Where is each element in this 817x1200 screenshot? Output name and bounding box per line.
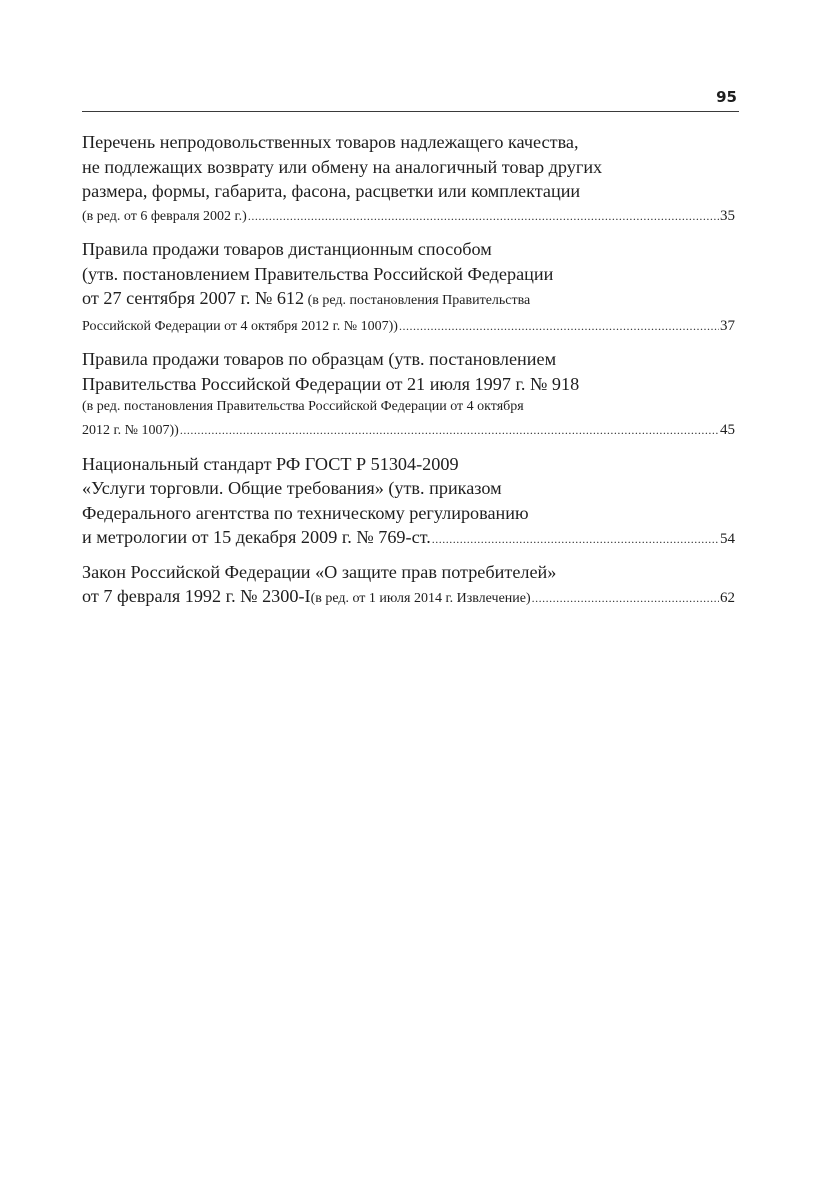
toc-entry-title-line: Национальный стандарт РФ ГОСТ Р 51304-2009 (82, 453, 459, 474)
toc-entry-last-line (82, 418, 735, 444)
toc-entry-title-line: Правила продажи товаров по образцам (утв. постановлением (82, 349, 557, 369)
toc-entry-edition-note: (в ред. от 6 февраля 2002 г.) (82, 208, 247, 224)
toc-entry-edition-note: (в ред. постановления Правительства Российской Федерации от 4 октября (82, 399, 524, 414)
toc-entry[interactable] (82, 237, 735, 339)
toc-entry-title-line: Правительства Российской Федерации от 21 июля 1997 г. № 918 (82, 373, 580, 394)
dot-leader (180, 418, 719, 443)
toc-entry-edition-note: (в ред. от 1 июля 2014 г. Извлечение) (310, 591, 531, 606)
toc-entry-edition-note: 2012 г. № 1007)) (82, 423, 179, 438)
toc-entry-edition-note: Российской Федерации от 4 октября 2012 г. № 1007)) (82, 318, 398, 334)
toc-entry-last-line (82, 525, 735, 552)
page-number: 95 (716, 88, 737, 106)
toc-entry-title-line: размера, формы, габарита, фасона, расцветки или комплектации (82, 181, 581, 201)
toc-entry-page-number: 54 (720, 531, 735, 547)
toc-entry-edition-note: (в ред. постановления Правительства (304, 293, 531, 308)
toc-entry-last-line (82, 204, 735, 230)
header-rule (82, 111, 739, 112)
dot-leader (532, 586, 719, 611)
toc-entry-title-line: (утв. постановлением Правительства Российской Федерации (82, 263, 554, 284)
toc-entry-title-line: Федерального агентства по техническому регулированию (82, 502, 529, 523)
toc-entry-last-line (82, 314, 735, 340)
toc-entry-title-line: Закон Российской Федерации «О защите прав потребителей» (82, 561, 557, 582)
dot-leader (432, 527, 719, 552)
toc-entry-title-line: Перечень непродовольственных товаров надлежащего качества, (82, 132, 579, 152)
toc-entry-page-number: 35 (720, 207, 735, 224)
toc-entry-title-text: от 27 сентября 2007 г. № 612 (82, 288, 305, 308)
toc-entry[interactable] (82, 130, 735, 229)
toc-entry-title-line: Правила продажи товаров дистанционным способом (82, 239, 492, 259)
toc-entry-page-number: 62 (720, 590, 735, 606)
toc-entry[interactable] (82, 452, 735, 552)
toc-entry-title-line: «Услуги торговли. Общие требования» (утв. приказом (82, 478, 502, 498)
toc-entry-title-line (82, 286, 735, 314)
dot-leader (399, 314, 719, 339)
toc-entry[interactable] (82, 560, 735, 612)
toc-entry-page-number: 45 (720, 422, 735, 438)
toc-entry-page-number: 37 (720, 317, 735, 334)
table-of-contents (82, 130, 735, 620)
toc-entry-title-text: от 7 февраля 1992 г. № 2300-I (82, 586, 311, 606)
toc-entry[interactable] (82, 347, 735, 444)
toc-entry-title-text: и метрологии от 15 декабря 2009 г. № 769-ст. (82, 527, 431, 547)
toc-entry-title-line: не подлежащих возврату или обмену на аналогичный товар других (82, 156, 603, 177)
dot-leader (248, 204, 719, 229)
toc-entry-last-line (82, 584, 735, 612)
